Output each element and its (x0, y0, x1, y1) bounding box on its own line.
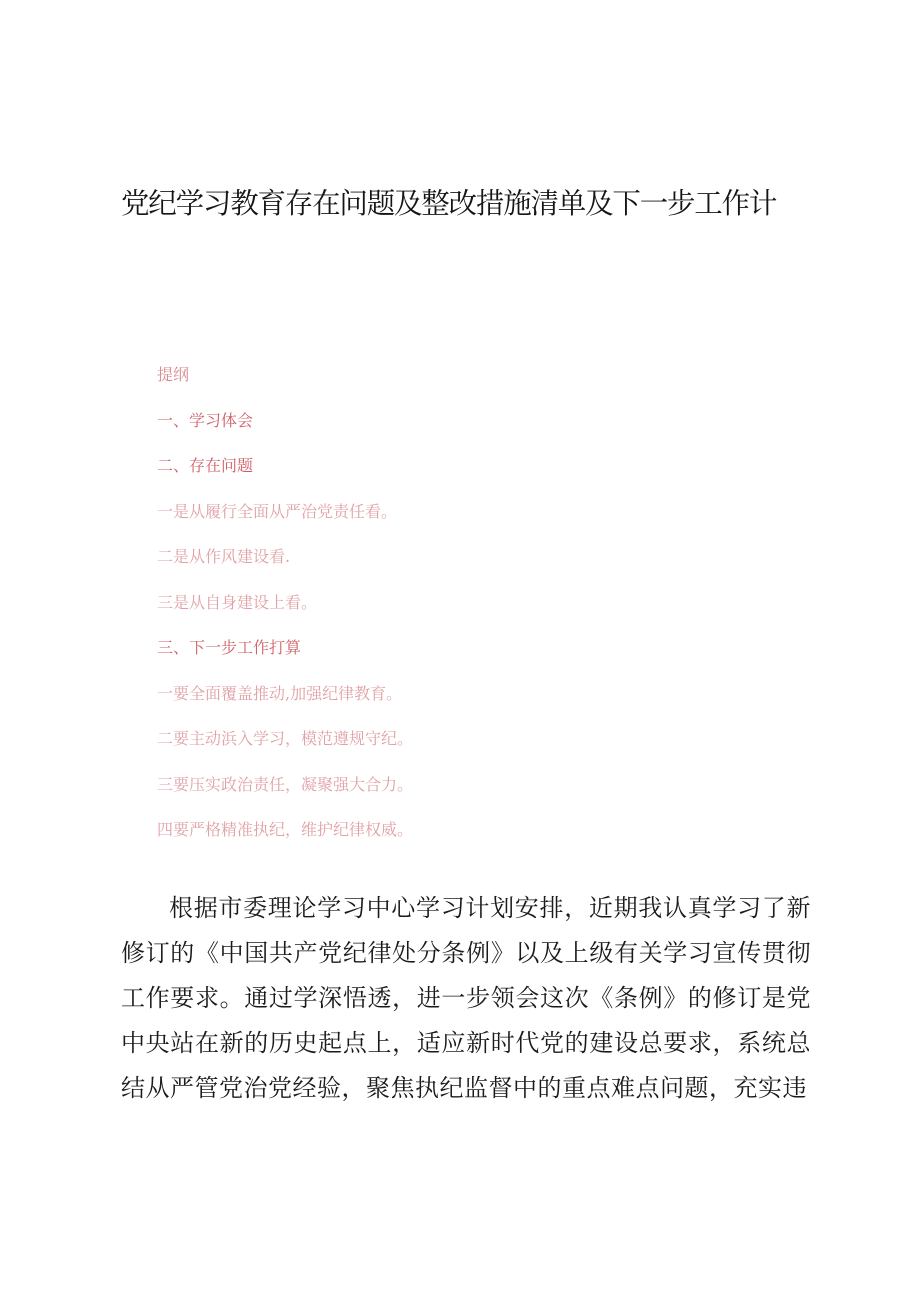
outline-item: 四要严格精准执纪，维护纪律权威。 (157, 820, 414, 839)
outline-item: 一是从履行全面从严治党责任看。 (157, 501, 398, 521)
document-title: 党纪学习教育存在问题及整改措施清单及下一步工作计 (121, 187, 777, 220)
outline-item: 三要压实政治责任，凝聚强大合力。 (157, 774, 414, 794)
outline-item: 一要全面覆盖推动,加强纪律教育。 (157, 683, 403, 703)
body-paragraph: 根据市委理论学习中心学习计划安排，近期我认真学习了新修订的《中国共产党纪律处分条例》以及上级有关学习宣传贯彻工作要求。通过学深悟透，进一步领会这次《条例》的修订是党中央站在新的历史起点上，适应新时代党的建设总要求，系统总结从严管党治党经验，聚焦执纪监督中的重点难点问题，充实违 (121, 894, 811, 1102)
outline-item: 三是从自身建设上看。 (157, 592, 318, 612)
outline-item: 二、存在问题 (157, 456, 254, 475)
outline-item: 二要主动浜入学习，模范遵规守纪。 (157, 729, 414, 748)
outline-item: 一、学习体会 (157, 410, 254, 430)
outline-item: 三、下一步工作打算 (157, 638, 302, 657)
outline-list (157, 362, 413, 863)
outline-item: 二是从作风建设看. (157, 547, 291, 566)
outline-heading: 提纲 (157, 365, 190, 384)
